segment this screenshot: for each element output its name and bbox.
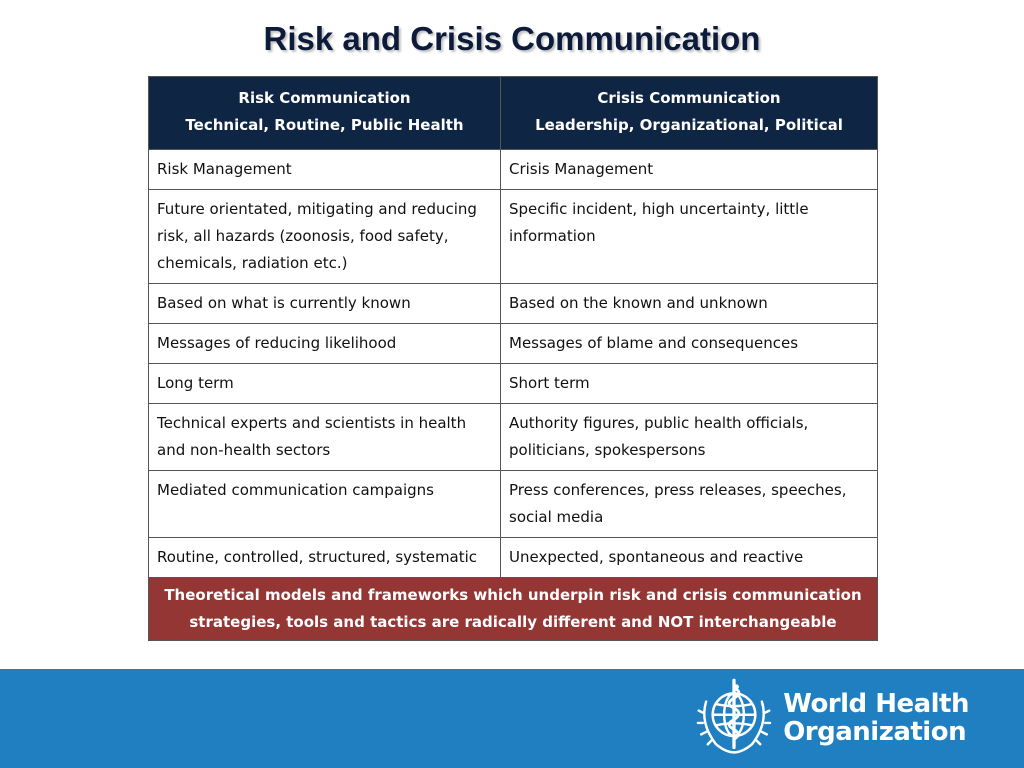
who-wordmark (783, 690, 969, 746)
header-subtitle: Technical, Routine, Public Health (185, 116, 464, 134)
crisis-cell: Authority figures, public health officials, politicians, spokespersons (501, 404, 878, 471)
header-crisis-communication (501, 77, 878, 150)
header-risk-communication (149, 77, 501, 150)
crisis-cell: Press conferences, press releases, speeches, social media (501, 471, 878, 538)
table-row (149, 471, 878, 538)
table-row (149, 150, 878, 190)
table-header-row (149, 77, 878, 150)
crisis-cell: Short term (501, 364, 878, 404)
table-footer-note: Theoretical models and frameworks which underpin risk and crisis communication strategies, tools and tactics are radically different and NOT interchangeable (149, 578, 878, 641)
comparison-table (148, 76, 878, 641)
who-emblem-icon (693, 677, 775, 759)
risk-cell: Risk Management (149, 150, 501, 190)
header-title: Risk Communication (238, 89, 411, 107)
table-row (149, 364, 878, 404)
table-row (149, 324, 878, 364)
header-subtitle: Leadership, Organizational, Political (535, 116, 843, 134)
table-footer-row (149, 578, 878, 641)
table-row (149, 190, 878, 284)
crisis-cell: Unexpected, spontaneous and reactive (501, 538, 878, 578)
risk-cell: Messages of reducing likelihood (149, 324, 501, 364)
crisis-cell: Based on the known and unknown (501, 284, 878, 324)
risk-cell: Long term (149, 364, 501, 404)
header-title: Crisis Communication (597, 89, 781, 107)
crisis-cell: Messages of blame and consequences (501, 324, 878, 364)
table-row (149, 404, 878, 471)
crisis-cell: Specific incident, high uncertainty, little information (501, 190, 878, 284)
who-wordmark-line2: Organization (783, 717, 967, 747)
crisis-cell: Crisis Management (501, 150, 878, 190)
table-row (149, 284, 878, 324)
risk-cell: Future orientated, mitigating and reducing risk, all hazards (zoonosis, food safety, chemicals, radiation etc.) (149, 190, 501, 284)
risk-cell: Routine, controlled, structured, systematic (149, 538, 501, 578)
who-wordmark-line1: World Health (783, 689, 969, 719)
footer-bar (0, 669, 1024, 768)
risk-cell: Mediated communication campaigns (149, 471, 501, 538)
risk-cell: Based on what is currently known (149, 284, 501, 324)
slide-title: Risk and Crisis Communication (263, 20, 761, 57)
who-logo (693, 677, 969, 759)
table-row (149, 538, 878, 578)
risk-cell: Technical experts and scientists in health and non-health sectors (149, 404, 501, 471)
